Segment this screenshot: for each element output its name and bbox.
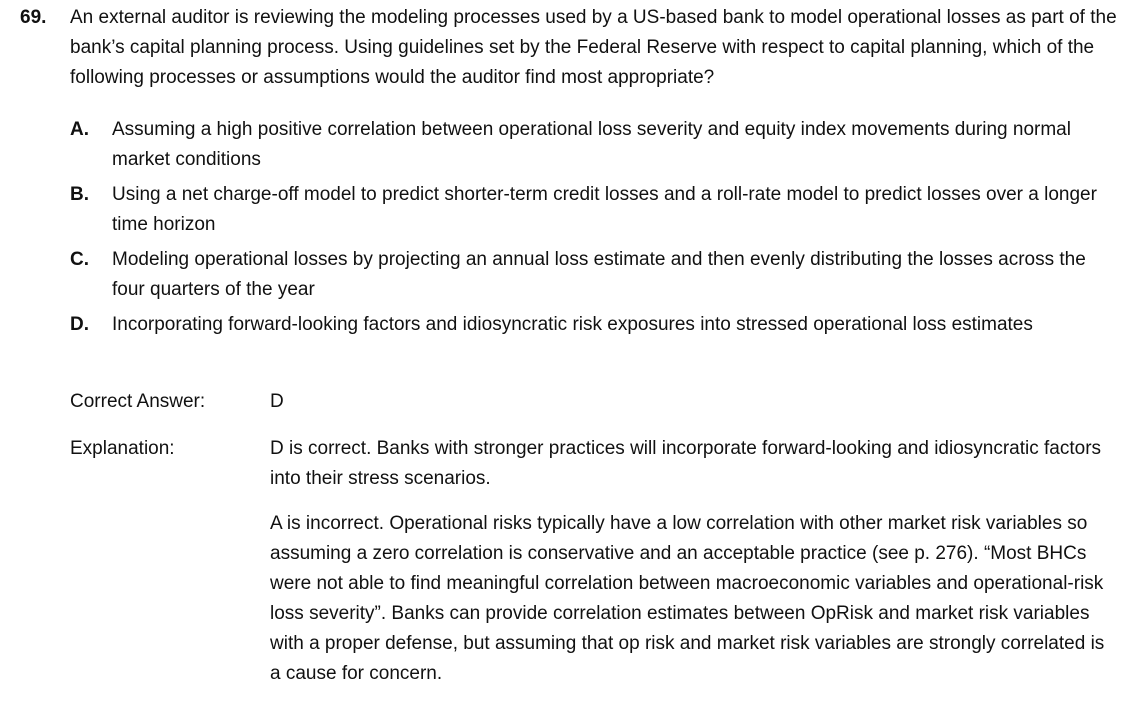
explanation-label: Explanation:: [70, 438, 175, 459]
option-d: [70, 310, 1125, 340]
option-letter: B.: [70, 184, 89, 205]
option-letter: C.: [70, 249, 89, 270]
option-text: Incorporating forward-looking factors and idiosyncratic risk exposures into stressed operational loss estimates: [112, 314, 1033, 335]
question-number: 69.: [20, 7, 47, 28]
correct-answer-value: D: [270, 391, 284, 412]
explanation-paragraph: A is incorrect. Operational risks typically have a low correlation with other market risk variables so assuming a zero correlation is conservative and an acceptable practice (see p. 276). “Most BHCs were not able to find meaningful correlation between macroeconomic variables and operational-risk loss severity”. Banks can provide correlation estimates between OpRisk and market risk variables with a proper defense, but assuming that op risk and market risk variables are strongly correlated is a cause for concern.: [270, 513, 1105, 684]
option-text: Assuming a high positive correlation between operational loss severity and equity index movements during normal market conditions: [112, 119, 1071, 170]
explanation-body: [270, 434, 1120, 704]
option-b: [70, 180, 1125, 240]
answer-options: [70, 115, 1125, 345]
correct-answer-label: Correct Answer:: [70, 391, 206, 412]
option-c: [70, 245, 1125, 305]
option-a: [70, 115, 1125, 175]
option-text: Modeling operational losses by projecting an annual loss estimate and then evenly distributing the losses across the four quarters of the year: [112, 249, 1086, 300]
explanation-paragraph: D is correct. Banks with stronger practices will incorporate forward-looking and idiosyncratic factors into their stress scenarios.: [270, 438, 1102, 489]
question-stem: An external auditor is reviewing the modeling processes used by a US-based bank to model operational losses as part of the bank’s capital planning process. Using guidelines set by the Federal Reserve with respect to capital planning, which of the following processes or assumptions would the auditor find most appropriate?: [70, 7, 1117, 88]
option-letter: A.: [70, 119, 89, 140]
option-text: Using a net charge-off model to predict shorter-term credit losses and a roll-rate model to predict losses over a longer time horizon: [112, 184, 1097, 235]
option-letter: D.: [70, 314, 89, 335]
